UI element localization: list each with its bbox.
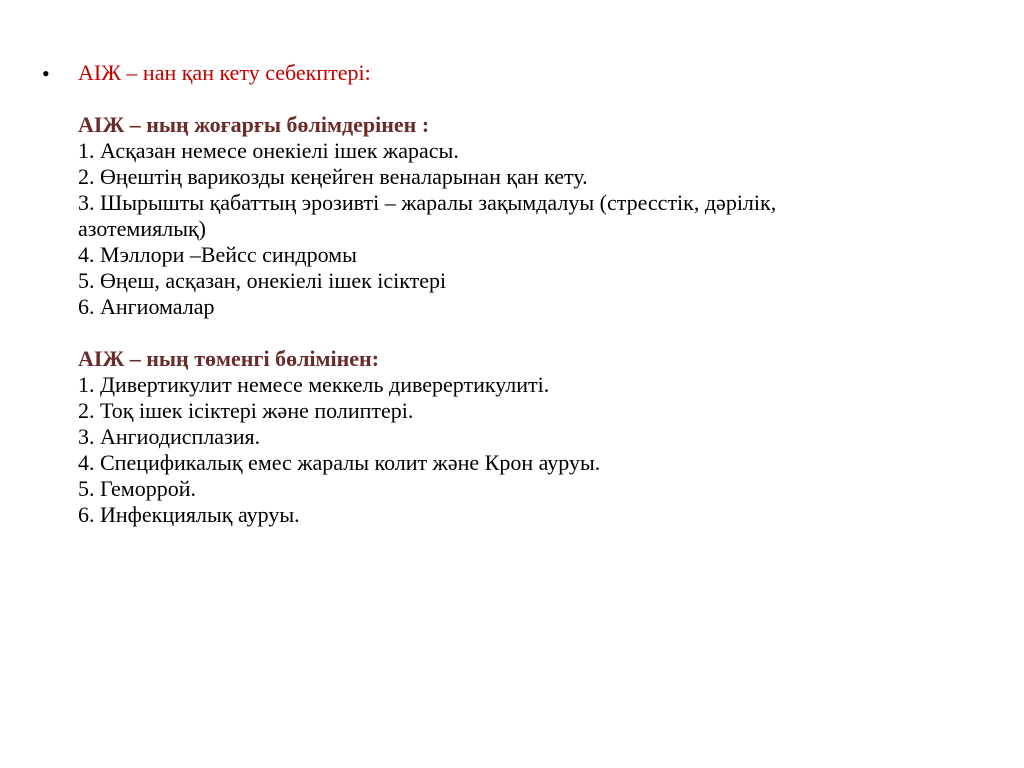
- lower-list-item: 4. Спецификалық емес жаралы колит және Крон ауруы.: [78, 450, 601, 475]
- lower-list-item: 3. Ангиодисплазия.: [78, 424, 261, 449]
- lower-list-item: 2. Тоқ ішек ісіктері және полиптері.: [78, 398, 414, 423]
- spacer: [78, 320, 978, 346]
- upper-list-item: 2. Өңештің варикозды кеңейген веналарынан қан кету.: [78, 164, 588, 189]
- upper-list-item: 6. Ангиомалар: [78, 294, 215, 319]
- spacer: [78, 86, 978, 112]
- upper-list-item: 5. Өңеш, асқазан, онекіелі ішек ісіктері: [78, 268, 447, 293]
- upper-section-heading: АІЖ – ның жоғарғы бөлімдерінен :: [78, 112, 430, 137]
- bullet-marker: •: [42, 61, 50, 86]
- lower-list-item: 5. Геморрой.: [78, 476, 197, 501]
- slide-content: [78, 60, 978, 528]
- lower-list-item: 1. Дивертикулит немесе меккель диверертикулиті.: [78, 372, 550, 397]
- upper-list-item: 1. Асқазан немесе онекіелі ішек жарасы.: [78, 138, 459, 163]
- slide-title: АІЖ – нан қан кету себекптері:: [78, 60, 371, 85]
- upper-list-item: 3. Шырышты қабаттың эрозивті – жаралы зақымдалуы (стресстік, дәрілік,: [78, 190, 777, 215]
- lower-section-heading: АІЖ – ның төменгі бөлімінен:: [78, 346, 380, 371]
- upper-list-item-continuation: азотемиялық): [78, 216, 207, 241]
- upper-list-item: 4. Мэллори –Вейсс синдромы: [78, 242, 357, 267]
- lower-list-item: 6. Инфекциялық ауруы.: [78, 502, 300, 527]
